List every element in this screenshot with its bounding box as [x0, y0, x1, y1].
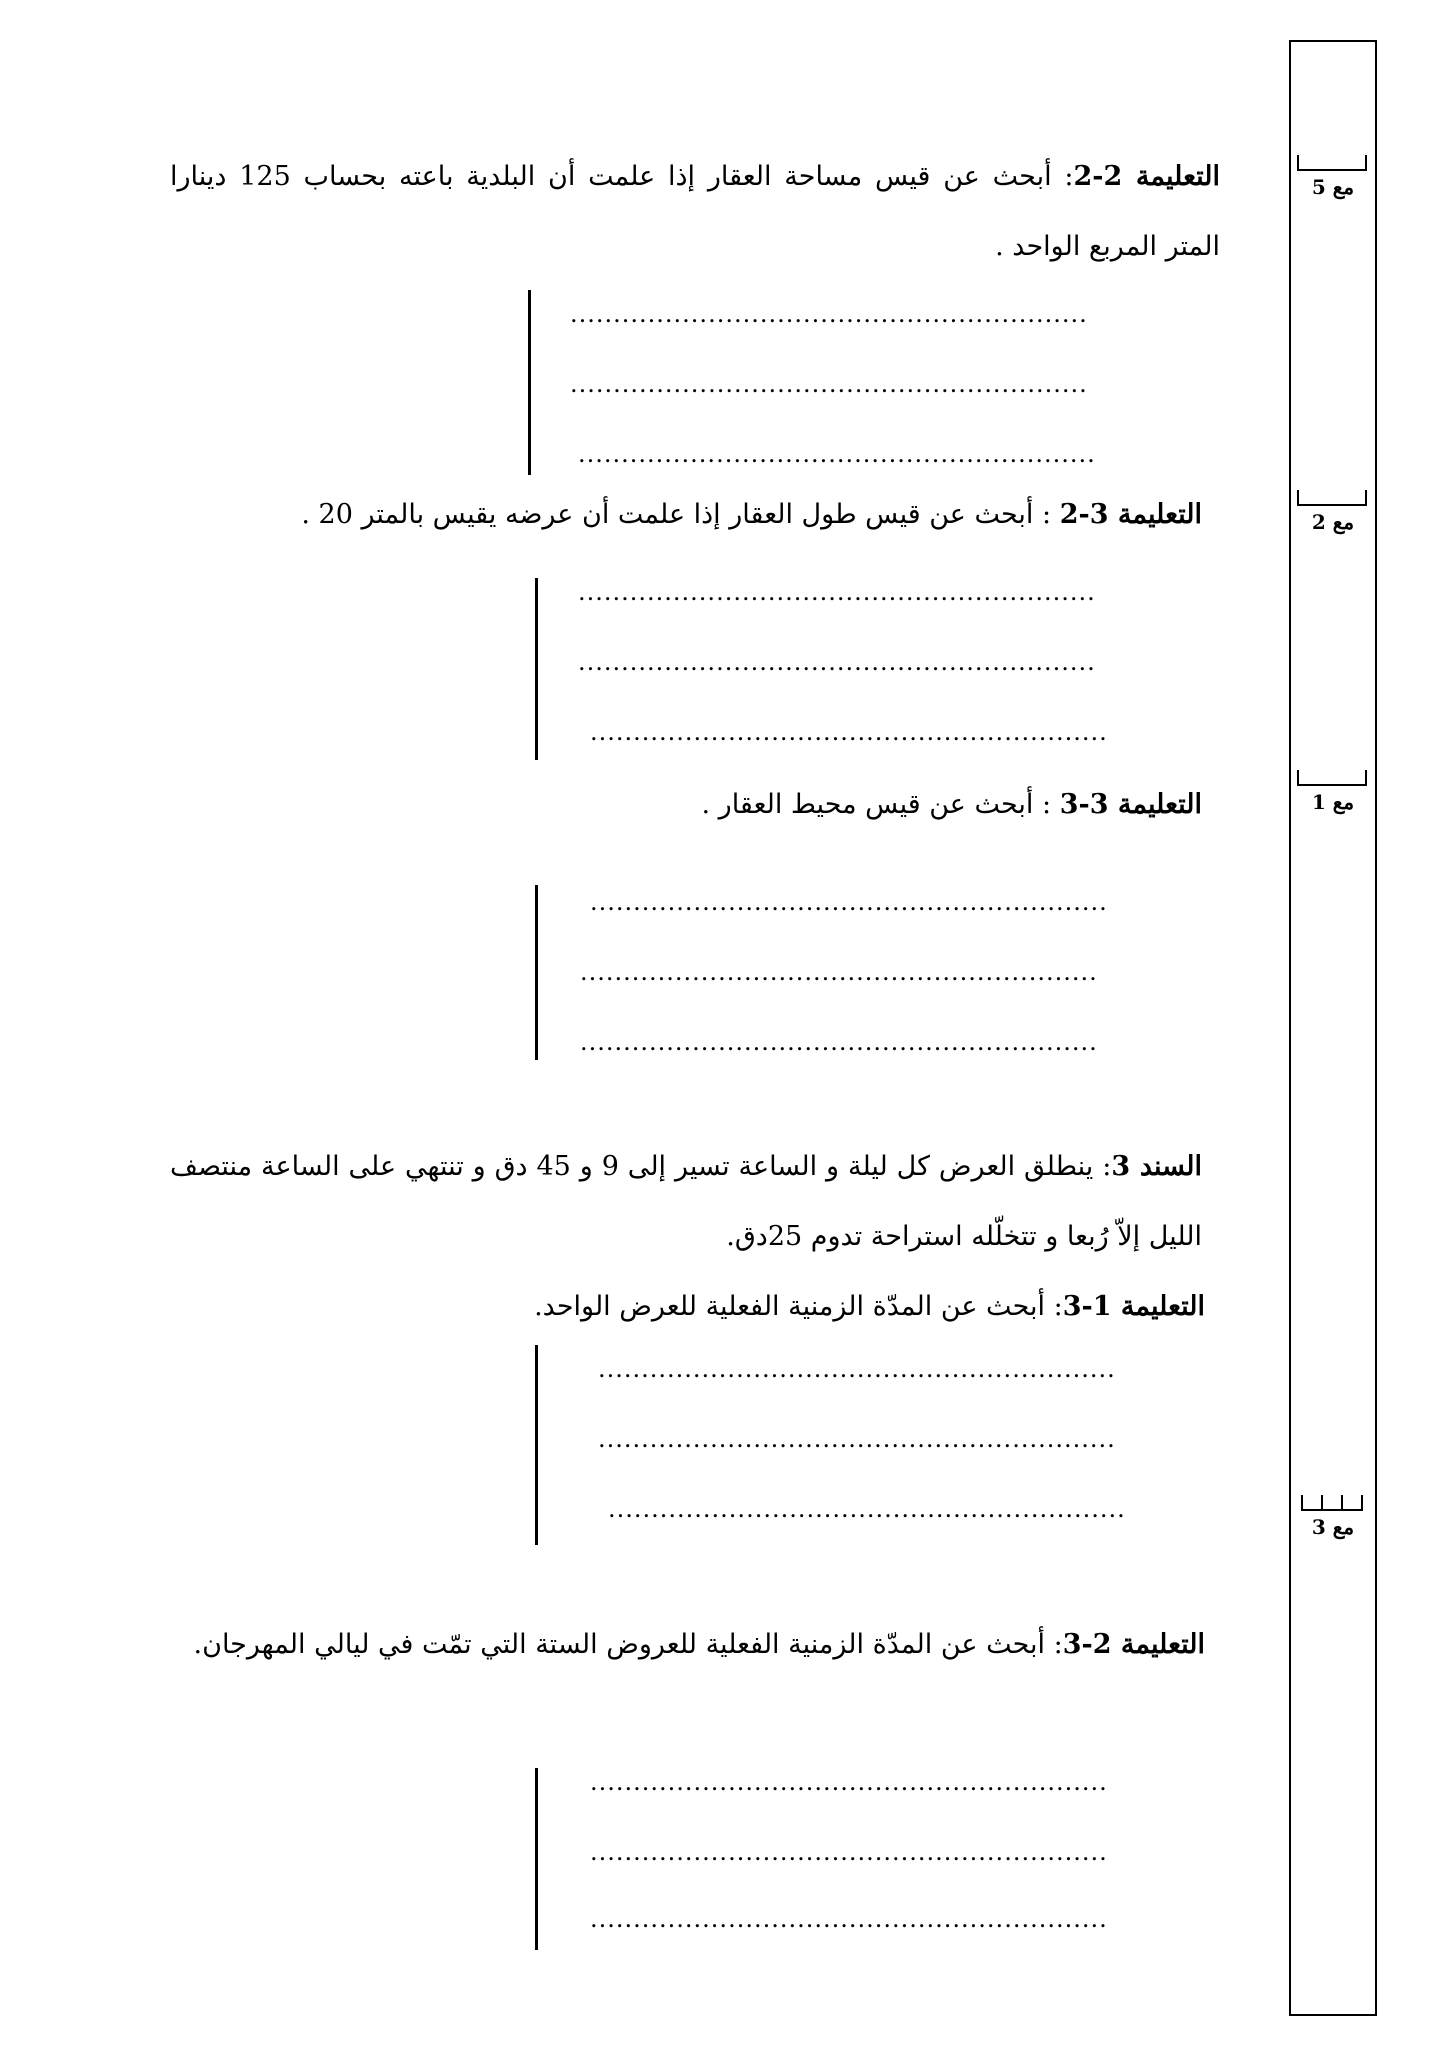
score-mark-2: [1296, 490, 1370, 534]
answer-line[interactable]: ............................................................: [590, 888, 1108, 916]
grading-margin: [1289, 40, 1377, 2016]
instruction-text: : أبحث عن قيس مساحة العقار إذا علمت أن البلدية باعته بحساب 125 دينارا المتر المربع الواحد .: [170, 161, 1220, 262]
instruction-title: التعليمة 3-3: [1059, 789, 1202, 820]
instruction-text: : أبحث عن قيس محيط العقار .: [701, 789, 1060, 820]
answer-line[interactable]: ............................................................: [608, 1495, 1126, 1523]
instruction-3-2: [170, 480, 1202, 550]
sanad-text: : ينطلق العرض كل ليلة و الساعة تسير إلى 9 و 45 دق و تنتهي على الساعة منتصف الليل إلاّ رُبعا و تتخلّله استراحة تدوم 25دق.: [170, 1151, 1202, 1252]
answer-bracket: [535, 578, 538, 760]
answer-bracket: [535, 1768, 538, 1950]
answer-line[interactable]: ............................................................: [570, 300, 1088, 328]
sanad-title: السند 3: [1111, 1151, 1202, 1182]
instruction-title: التعليمة 2-2: [1073, 161, 1220, 192]
answer-line[interactable]: ............................................................: [598, 1425, 1116, 1453]
score-box: [1296, 155, 1370, 173]
answer-line[interactable]: ............................................................: [580, 1028, 1098, 1056]
sanad-3: [170, 1132, 1202, 1272]
instruction-3-3: [170, 770, 1202, 840]
score-boxes: [1296, 1495, 1370, 1513]
score-mark-5: [1296, 155, 1370, 199]
score-mark-1: [1296, 770, 1370, 814]
score-label: مع 5: [1311, 175, 1355, 199]
score-label: مع 2: [1311, 510, 1355, 534]
answer-bracket: [535, 1345, 538, 1545]
answer-line[interactable]: ............................................................: [578, 578, 1096, 606]
instruction-2-3: [170, 1610, 1205, 1680]
score-label: مع 3: [1311, 1515, 1355, 1539]
instruction-title: التعليمة 1-3: [1062, 1291, 1205, 1322]
score-label: مع 1: [1311, 790, 1355, 814]
score-box: [1296, 490, 1370, 508]
answer-line[interactable]: ............................................................: [590, 1768, 1108, 1796]
instruction-text: : أبحث عن قيس طول العقار إذا علمت أن عرضه يقيس بالمتر 20 .: [301, 499, 1060, 530]
answer-line[interactable]: ............................................................: [590, 1905, 1108, 1933]
answer-line[interactable]: ............................................................: [578, 648, 1096, 676]
instruction-text: : أبحث عن المدّة الزمنية الفعلية للعرض الواحد.: [534, 1291, 1063, 1322]
score-box: [1296, 770, 1370, 788]
score-mark-3: [1296, 1495, 1370, 1539]
instruction-title: التعليمة 2-3: [1062, 1629, 1205, 1660]
answer-line[interactable]: ............................................................: [590, 718, 1108, 746]
answer-line[interactable]: ............................................................: [570, 370, 1088, 398]
instruction-1-3: [170, 1272, 1205, 1342]
answer-line[interactable]: ............................................................: [598, 1355, 1116, 1383]
answer-bracket: [535, 885, 538, 1060]
instruction-title: التعليمة 3-2: [1059, 499, 1202, 530]
answer-bracket: [528, 290, 531, 475]
instruction-text: : أبحث عن المدّة الزمنية الفعلية للعروض الستة التي تمّت في ليالي المهرجان.: [193, 1629, 1063, 1660]
answer-line[interactable]: ............................................................: [580, 958, 1098, 986]
answer-line[interactable]: ............................................................: [578, 440, 1096, 468]
instruction-2-2: [170, 142, 1220, 282]
answer-line[interactable]: ............................................................: [590, 1838, 1108, 1866]
